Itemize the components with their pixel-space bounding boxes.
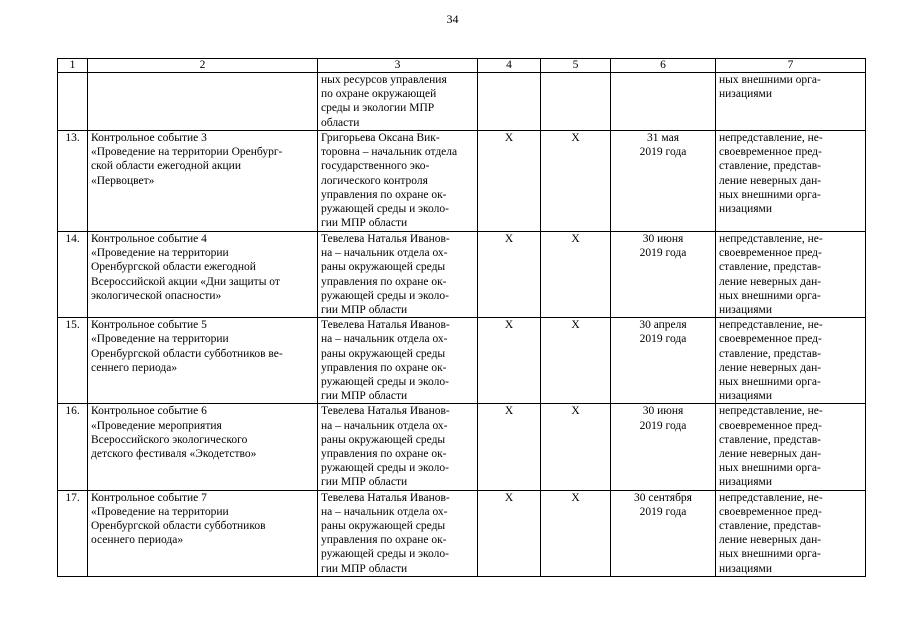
col4-cell	[478, 73, 541, 131]
col5-cell: X	[541, 490, 611, 576]
risk-cell: непредставление, не- своевременное пред- ставление, представ- ление неверных дан- ных внешними орга- низациями	[716, 404, 866, 490]
table-row	[58, 404, 866, 490]
event-cell	[88, 73, 318, 131]
risk-cell: ных внешними орга- низациями	[716, 73, 866, 131]
row-number-cell	[58, 73, 88, 131]
col5-cell: X	[541, 318, 611, 404]
date-cell	[611, 73, 716, 131]
risk-cell: непредставление, не- своевременное пред- ставление, представ- ление неверных дан- ных внешними орга- низациями	[716, 232, 866, 318]
date-cell: 30 сентября 2019 года	[611, 490, 716, 576]
date-cell: 30 июня 2019 года	[611, 404, 716, 490]
responsible-cell: Григорьева Оксана Вик- торовна – начальник отдела государственного эко- логического контроля управления по охране ок- ружающей среды и эколо- гии МПР области	[318, 131, 478, 232]
table-row	[58, 318, 866, 404]
col5-cell: X	[541, 404, 611, 490]
event-cell: Контрольное событие 6 «Проведение мероприятия Всероссийского экологического детского фестиваля «Экодетство»	[88, 404, 318, 490]
col5-cell: X	[541, 131, 611, 232]
col5-cell: X	[541, 232, 611, 318]
date-cell: 31 мая 2019 года	[611, 131, 716, 232]
col4-cell: X	[478, 131, 541, 232]
column-header: 1	[58, 59, 88, 73]
column-header: 3	[318, 59, 478, 73]
row-number-cell: 14.	[58, 232, 88, 318]
date-cell: 30 июня 2019 года	[611, 232, 716, 318]
column-header: 5	[541, 59, 611, 73]
responsible-cell: Тевелева Наталья Иванов- на – начальник отдела ох- раны окружающей среды управления по охране ок- ружающей среды и эколо- гии МПР области	[318, 490, 478, 576]
event-cell: Контрольное событие 5 «Проведение на территории Оренбургской области субботников ве- сеннего периода»	[88, 318, 318, 404]
responsible-cell: Тевелева Наталья Иванов- на – начальник отдела ох- раны окружающей среды управления по охране ок- ружающей среды и эколо- гии МПР области	[318, 232, 478, 318]
col4-cell: X	[478, 232, 541, 318]
table-row	[58, 232, 866, 318]
table-row	[58, 490, 866, 576]
responsible-cell: ных ресурсов управления по охране окружающей среды и экологии МПР области	[318, 73, 478, 131]
row-number-cell: 17.	[58, 490, 88, 576]
column-header: 4	[478, 59, 541, 73]
page-number: 34	[446, 12, 459, 26]
risk-cell: непредставление, не- своевременное пред- ставление, представ- ление неверных дан- ных внешними орга- низациями	[716, 490, 866, 576]
col4-cell: X	[478, 404, 541, 490]
risk-cell: непредставление, не- своевременное пред- ставление, представ- ление неверных дан- ных внешними орга- низациями	[716, 131, 866, 232]
row-number-cell: 13.	[58, 131, 88, 232]
risk-cell: непредставление, не- своевременное пред- ставление, представ- ление неверных дан- ных внешними орга- низациями	[716, 318, 866, 404]
column-header: 7	[716, 59, 866, 73]
row-number-cell: 16.	[58, 404, 88, 490]
col5-cell	[541, 73, 611, 131]
column-header: 2	[88, 59, 318, 73]
event-cell: Контрольное событие 7 «Проведение на территории Оренбургской области субботников осеннего периода»	[88, 490, 318, 576]
event-cell: Контрольное событие 4 «Проведение на территории Оренбургской области ежегодной Всероссийской акции «Дни защиты от экологической опасности»	[88, 232, 318, 318]
date-cell: 30 апреля 2019 года	[611, 318, 716, 404]
column-header: 6	[611, 59, 716, 73]
table-row	[58, 131, 866, 232]
table-row-continuation	[58, 73, 866, 131]
col4-cell: X	[478, 318, 541, 404]
col4-cell: X	[478, 490, 541, 576]
row-number-cell: 15.	[58, 318, 88, 404]
responsible-cell: Тевелева Наталья Иванов- на – начальник отдела ох- раны окружающей среды управления по охране ок- ружающей среды и эколо- гии МПР области	[318, 404, 478, 490]
control-events-table	[57, 58, 866, 577]
event-cell: Контрольное событие 3 «Проведение на территории Оренбург- ской области ежегодной акции «Первоцвет»	[88, 131, 318, 232]
responsible-cell: Тевелева Наталья Иванов- на – начальник отдела ох- раны окружающей среды управления по охране ок- ружающей среды и эколо- гии МПР области	[318, 318, 478, 404]
table-header-row	[58, 59, 866, 73]
